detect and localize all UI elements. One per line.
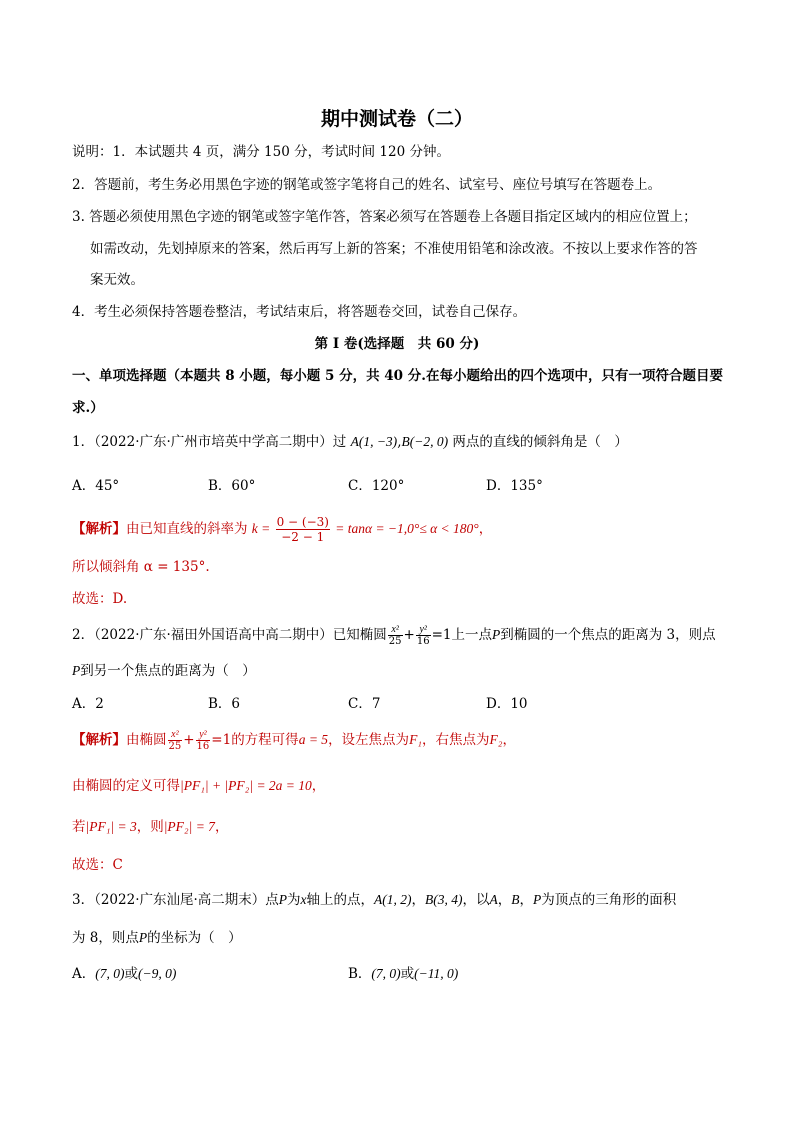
q2-option-d: D．10 — [486, 696, 528, 712]
ellipse-y-term: $\frac{\text{y²}}{16}$ — [416, 624, 430, 647]
q1-option-d: D．135° — [486, 478, 543, 494]
exam-title: 期中测试卷（二） — [320, 108, 473, 130]
q2-option-a: A．2 — [72, 696, 104, 712]
q2-solution-line2: 由椭圆的定义可得|PF₁| + |PF₂| = 2a = 10， — [72, 778, 326, 794]
analysis-tag: 【解析】 — [72, 732, 126, 748]
question-1-stem: 1．（2022·广东·广州市培英中学高二期中）过 A(1, −3),B(−2, 0) 两点的直线的倾斜角是（ ） — [72, 434, 628, 450]
part-heading-cont: 求.） — [72, 400, 104, 416]
slope-fraction: $\frac{0 - (-3)}{-2 - 1}$ — [276, 515, 329, 544]
q1-solution: 【解析】由已知直线的斜率为 k = $\frac{0 - (-3)}{-2 - 1}$ = tanα = −1,0°≤ α < 180°， — [72, 515, 493, 544]
q2-answer: 故选：C — [72, 857, 123, 873]
part-heading: 一、单项选择题（本题共 8 小题，每小题 5 分，共 40 分.在每小题给出的四个选项中，只有一项符合题目要 — [72, 368, 723, 384]
question-2-stem: 2．（2022·广东·福田外国语高中高二期中）已知椭圆 $\frac{\text{x²}}{25}$ + $\frac{\text{y²}}{16}$ =1上一点P到椭圆的一个焦点的距离为 3，则点 — [72, 624, 716, 647]
point-b: B(−2, 0) — [401, 434, 449, 449]
question-3-stem: 3．（2022·广东汕尾·高二期末）点P为x轴上的点，A(1, 2)，B(3, 4)，以A，B，P为顶点的三角形的面积 — [72, 892, 677, 908]
note-4: 4．考生必须保持答题卷整洁，考试结束后，将答题卷交回，试卷自己保存。 — [72, 304, 527, 320]
q2-solution: 【解析】由椭圆 $\frac{\text{x²}}{25}$ + $\frac{\text{y²}}{16}$ =1的方程可得a = 5，设左焦点为F₁，右焦点为F₂， — [72, 729, 516, 752]
q1-solution-line2: 所以倾斜角 α = 135°. — [72, 559, 210, 575]
q1-answer: 故选：D. — [72, 591, 128, 607]
note-2: 2．答题前，考生务必用黑色字迹的钢笔或签字笔将自己的姓名、试室号、座位号填写在答题卷上。 — [72, 177, 662, 193]
note-3-cont2: 案无效。 — [90, 272, 144, 288]
note-3: 3. 答题必须使用黑色字迹的钢笔或签字笔作答，答案必须写在答题卷上各题目指定区域内的相应位置上； — [72, 209, 697, 225]
q1-option-b: B．60° — [208, 478, 256, 494]
q1-option-c: C．120° — [348, 478, 405, 494]
q2-solution-line3: 若|PF₁| = 3，则|PF₂| = 7， — [72, 819, 229, 835]
question-2-stem-line2: P到另一个焦点的距离为（ ） — [72, 663, 256, 679]
analysis-tag: 【解析】 — [72, 521, 126, 537]
q2-option-c: C．7 — [348, 696, 381, 712]
section-title: 第 I 卷(选择题 共 60 分) — [314, 336, 480, 352]
note-3-cont: 如需改动，先划掉原来的答案，然后再写上新的答案；不准使用铅笔和涂改液。不按以上要求作答的答 — [90, 241, 698, 257]
q3-option-b: B．(7, 0)或(−11, 0) — [348, 966, 459, 982]
q2-option-b: B．6 — [208, 696, 241, 712]
q3-option-a: A．(7, 0)或(−9, 0) — [72, 966, 177, 982]
note-1: 说明：1．本试题共 4 页，满分 150 分，考试时间 120 分钟。 — [72, 144, 450, 160]
question-3-stem-line2: 为 8，则点P的坐标为（ ） — [72, 930, 242, 946]
q1-option-a: A．45° — [72, 478, 120, 494]
point-a: A(1, −3) — [350, 434, 398, 449]
ellipse-x-term: $\frac{\text{x²}}{25}$ — [388, 624, 402, 647]
